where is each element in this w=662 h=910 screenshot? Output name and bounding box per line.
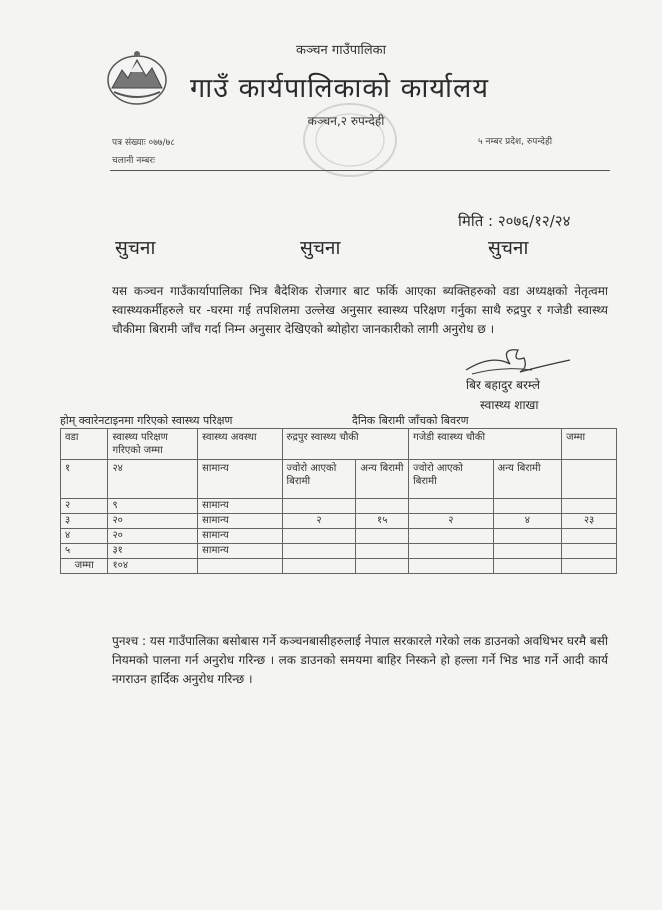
cell-rudrapur-fever: २	[282, 514, 356, 529]
cell-ward: ५	[61, 544, 108, 559]
postscript-paragraph: पुनश्च : यस गाउँपालिका बसोबास गर्ने कञ्चनबासीहरुलाई नेपाल सरकारले गरेको लक डाउनको अवधिभर घरमै बसी नियमको पालना गर्न अनुरोध गरिन्छ । लक डाउनको समयमा बाहिर निस्कने हो हल्ला गर्ने भिड भाड गर्ने आदी कार्य नगराउन हार्दिक अनुरोध गरिन्छ ।	[112, 634, 608, 686]
header-health-status: स्वास्थ्य अवस्था	[198, 429, 282, 460]
cell-gajedi-other	[493, 529, 562, 544]
signatory-name: बिर बहादुर बरम्ले	[466, 378, 540, 392]
cell-sum	[562, 529, 617, 544]
subheader-rudrapur-other: अन्य बिरामी	[356, 460, 409, 499]
table-row	[61, 514, 617, 529]
cell-sum	[562, 544, 617, 559]
table-row	[61, 499, 617, 514]
cell-rudrapur-fever	[282, 544, 356, 559]
cell-rudrapur-other: १५	[356, 514, 409, 529]
table-header-row	[61, 429, 617, 460]
cell-status: सामान्य	[198, 514, 282, 529]
empty-cell	[356, 559, 409, 574]
notice-heading-2: सुचना	[300, 237, 341, 259]
cell-sum	[562, 460, 617, 499]
signatory-department: स्वास्थ्य शाखा	[480, 398, 539, 412]
table-row	[61, 460, 617, 499]
cell-rudrapur-fever	[282, 499, 356, 514]
cell-gajedi-other: ४	[493, 514, 562, 529]
letter-date: मिति : २०७६/१२/२४	[458, 212, 571, 230]
cell-rudrapur-other	[356, 544, 409, 559]
empty-cell	[409, 559, 493, 574]
cell-sum	[562, 499, 617, 514]
table-caption-daily: दैनिक बिरामी जाँचको बिवरण	[352, 414, 469, 427]
header-total-checked: स्वास्थ्य परिक्षण गरिएको जम्मा	[108, 429, 198, 460]
table-row	[61, 529, 617, 544]
header-rudrapur: रुद्रपुर स्वास्थ्य चौकी	[282, 429, 409, 460]
cell-total: २०	[108, 529, 198, 544]
subheader-rudrapur-fever: ज्वोरो आएको बिरामी	[282, 460, 356, 499]
table-row	[61, 544, 617, 559]
empty-cell	[493, 559, 562, 574]
cell-total: ९	[108, 499, 198, 514]
notice-heading-1: सुचना	[115, 237, 156, 259]
header-gajedi: गजेडी स्वास्थ्य चौकी	[409, 429, 562, 460]
cell-rudrapur-other	[356, 529, 409, 544]
cell-gajedi-other	[493, 499, 562, 514]
organization-name-small: कञ्चन गाउँपालिका	[295, 43, 386, 58]
cell-total: २०	[108, 514, 198, 529]
cell-rudrapur-other	[356, 499, 409, 514]
cell-gajedi-fever	[409, 529, 493, 544]
empty-cell	[198, 559, 282, 574]
cell-sum: २३	[562, 514, 617, 529]
header-sum: जम्मा	[562, 429, 617, 460]
handwritten-signature	[462, 344, 574, 378]
cell-gajedi-fever	[409, 544, 493, 559]
cell-ward: ३	[61, 514, 108, 529]
cell-gajedi-fever: २	[409, 514, 493, 529]
subheader-gajedi-fever: ज्वोरो आएको बिरामी	[409, 460, 493, 499]
empty-cell	[562, 559, 617, 574]
notice-body-paragraph: यस कञ्चन गाउँकार्यापालिका भित्र बैदेशिक रोजगार बाट फर्कि आएका ब्यक्तिहरुको वडा अध्यक्षको नेतृत्वमा स्वास्थ्यकर्मीहरुले घर -घरमा गई तपशिलमा उल्लेख अनुसार स्वास्थ्य परिक्षण गर्नुका साथै रुद्रपुर र गजेडी स्वास्थ्य चौकीमा बिरामी जाँच गर्दा निम्न अनुसार देखिएको ब्योहोरा जानकारीको लागी अनुरोध छ ।	[112, 284, 608, 336]
header-ward: वडा	[61, 429, 108, 460]
total-label: जम्मा	[61, 559, 108, 574]
notice-heading-3: सुचना	[488, 237, 529, 259]
office-address: कञ्चन,२ रुपन्देही	[307, 114, 385, 128]
reference-number: पत्र संख्याः ०७७/७८	[112, 138, 175, 148]
health-checkup-table	[60, 428, 617, 574]
dispatch-number: चलानी नम्बरः	[112, 156, 155, 166]
cell-status: सामान्य	[198, 460, 282, 499]
table-total-row	[61, 559, 617, 574]
province-label: ५ नम्बर प्रदेश, रुपन्देही	[478, 137, 553, 147]
cell-rudrapur-fever	[282, 529, 356, 544]
header-divider	[110, 170, 610, 171]
cell-ward: १	[61, 460, 108, 499]
cell-gajedi-fever	[409, 499, 493, 514]
reference-block	[112, 134, 175, 170]
cell-status: सामान्य	[198, 544, 282, 559]
cell-total: २४	[108, 460, 198, 499]
office-title: गाउँ कार्यपालिकाको कार्यालय	[190, 73, 489, 104]
cell-status: सामान्य	[198, 499, 282, 514]
table-caption-quarantine: होम् क्वारेनटाइनमा गरिएको स्वास्थ्य परिक्षण	[60, 414, 233, 427]
cell-ward: २	[61, 499, 108, 514]
cell-status: सामान्य	[198, 529, 282, 544]
subheader-gajedi-other: अन्य बिरामी	[493, 460, 562, 499]
cell-gajedi-other	[493, 544, 562, 559]
cell-total: ३१	[108, 544, 198, 559]
cell-ward: ४	[61, 529, 108, 544]
empty-cell	[282, 559, 356, 574]
total-value: १०४	[108, 559, 198, 574]
